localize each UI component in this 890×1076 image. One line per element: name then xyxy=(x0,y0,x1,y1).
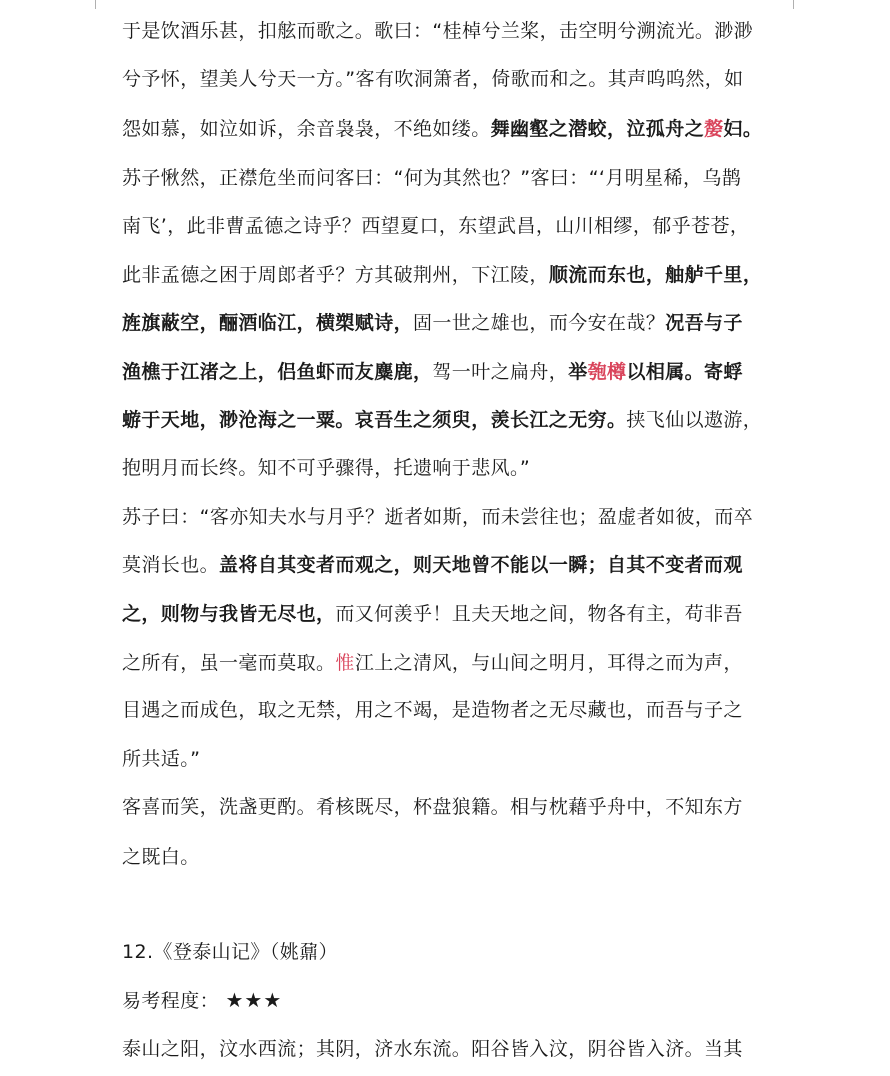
difficulty-row xyxy=(122,988,782,1013)
highlighted-char: 嫠 xyxy=(704,118,724,140)
text-run: 莫消长也。 xyxy=(122,554,220,576)
text-run: 苏子愀然，正襟危坐而问客曰：“何为其然也？”客曰：“‘月明星稀，乌鹊 xyxy=(122,167,742,189)
text-run: 兮予怀，望美人兮天一方。”客有吹洞箫者，倚歌而和之。其声呜呜然，如 xyxy=(122,68,744,90)
paragraph-line xyxy=(122,19,782,43)
bold-text: 举 xyxy=(568,361,588,383)
bold-text: 蝣于天地，渺沧海之一粟。哀吾生之须臾，羡长江之无穷。 xyxy=(122,409,627,431)
paragraph-line: 泰山之阳，汶水西流；其阴，济水东流。阳谷皆入汶，阴谷皆入济。当其 xyxy=(122,1038,743,1060)
paragraph-line xyxy=(122,456,782,480)
bold-text: 旌旗蔽空，酾酒临江，横槊赋诗， xyxy=(122,312,414,334)
text-run: 而又何羡乎！且夫天地之间，物各有主，苟非吾 xyxy=(335,603,743,625)
text-run: 之既白。 xyxy=(122,846,200,868)
bold-text: 妇。 xyxy=(723,118,763,140)
text-run: 于是饮酒乐甚，扣舷而歌之。歌曰：“桂棹兮兰桨，击空明兮溯流光。渺渺 xyxy=(122,20,754,42)
paragraph-line xyxy=(122,311,782,335)
highlighted-char: 匏樽 xyxy=(587,361,627,383)
text-run: 苏子曰：“客亦知夫水与月乎？逝者如斯，而未尝往也；盈虚者如彼，而卒 xyxy=(122,506,754,528)
paragraph-line xyxy=(122,747,782,771)
paragraph-line xyxy=(122,553,782,577)
paragraph-line xyxy=(122,845,782,869)
paragraph-line xyxy=(122,698,782,722)
paragraph-line xyxy=(122,602,782,626)
bold-text: 顺流而东也，舳舻千里， xyxy=(548,264,763,286)
paragraph-line xyxy=(122,117,782,141)
paragraph-line xyxy=(122,67,782,91)
bold-text: 舞幽壑之潜蛟，泣孤舟之 xyxy=(490,118,705,140)
paragraph-line xyxy=(122,651,782,675)
text-run: 客喜而笑，洗盏更酌。肴核既尽，杯盘狼籍。相与枕藉乎舟中，不知东方 xyxy=(122,796,743,818)
paragraph-line xyxy=(122,360,782,384)
text-run: 抱明月而长终。知不可乎骤得，托遗响于悲风。” xyxy=(122,457,531,479)
text-run: 驾一叶之扁舟， xyxy=(432,361,569,383)
bold-text: 盖将自其变者而观之，则天地曾不能以一瞬；自其不变者而观 xyxy=(219,554,743,576)
bold-text: 况吾与子 xyxy=(665,312,743,334)
paragraph-line xyxy=(122,263,782,287)
page-corner-mark-left xyxy=(95,0,96,9)
text-run: 固一世之雄也，而今安在哉？ xyxy=(413,312,666,334)
text-run: 怨如慕，如泣如诉，余音袅袅，不绝如缕。 xyxy=(122,118,491,140)
page-corner-mark-right xyxy=(793,0,794,9)
text-run: 之所有，虽一毫而莫取。 xyxy=(122,652,336,674)
paragraph-line xyxy=(122,505,782,529)
paragraph-line xyxy=(122,408,782,432)
bold-text: 以相属。寄蜉 xyxy=(626,361,743,383)
paragraph-line xyxy=(122,214,782,238)
bold-text: 之，则物与我皆无尽也， xyxy=(122,603,336,625)
highlighted-char: 惟 xyxy=(335,652,355,674)
text-run: 挟飞仙以遨游， xyxy=(626,409,763,431)
text-run: 此非孟德之困于周郎者乎？方其破荆州，下江陵， xyxy=(122,264,549,286)
text-run: 目遇之而成色，取之无禁，用之不竭，是造物者之无尽藏也，而吾与子之 xyxy=(122,699,743,721)
paragraph-line xyxy=(122,166,782,190)
text-run: 南飞’，此非曹孟德之诗乎？西望夏口，东望武昌，山川相缪，郁乎苍苍， xyxy=(122,215,750,237)
section-heading: 12.《登泰山记》（姚鼐） xyxy=(122,941,338,963)
difficulty-label: 易考程度： xyxy=(122,990,220,1012)
text-run: 所共适。” xyxy=(122,748,201,770)
paragraph-line xyxy=(122,795,782,819)
bold-text: 渔樵于江渚之上，侣鱼虾而友麋鹿， xyxy=(122,361,433,383)
difficulty-stars: ★★★ xyxy=(225,988,283,1012)
text-run: 江上之清风，与山间之明月，耳得之而为声， xyxy=(354,652,743,674)
